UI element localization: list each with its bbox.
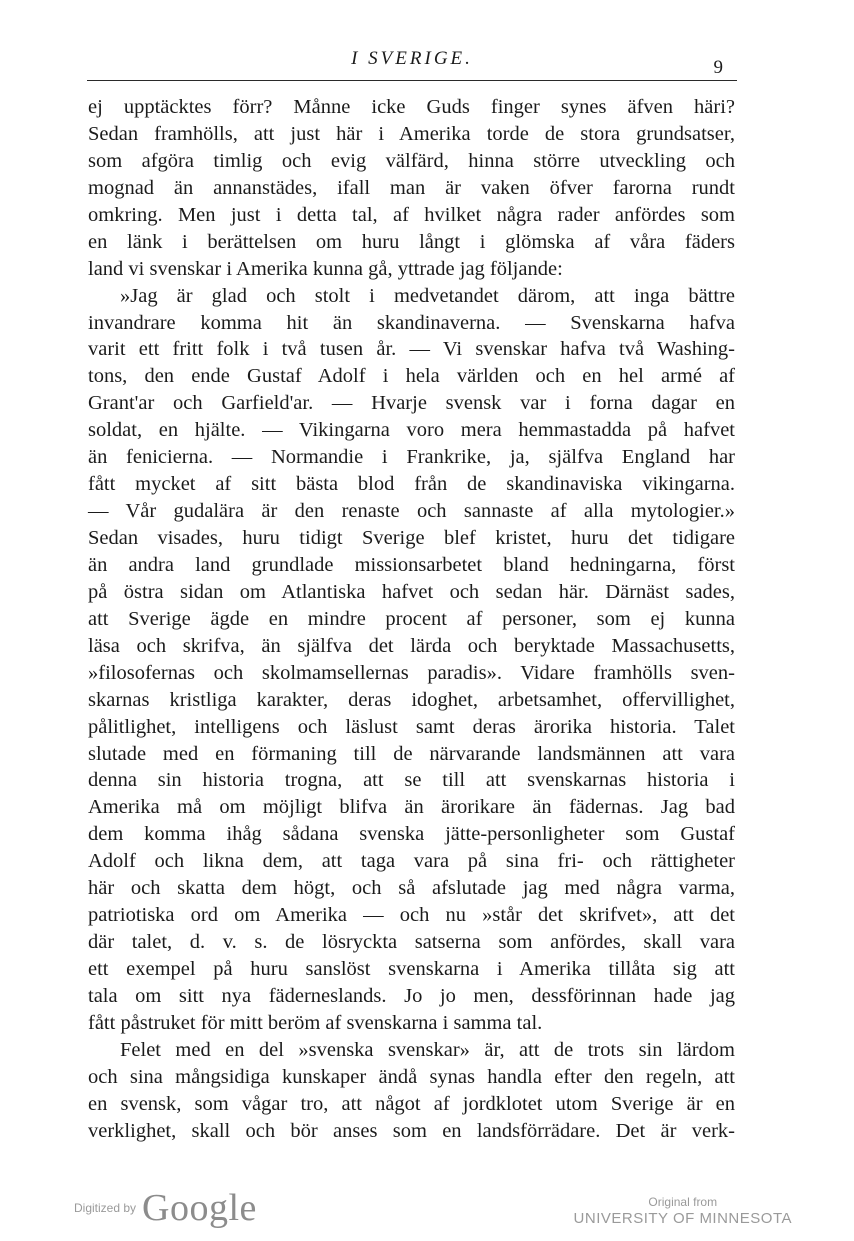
- text-line: som afgöra timlig och evig välfärd, hinna större utveckling och: [88, 149, 735, 172]
- text-line: att Sverige ägde en mindre procent af personer, som ej kunna: [88, 607, 735, 630]
- running-head: [87, 48, 737, 80]
- text-line: »filosofernas och skolmamsellernas paradis». Vidare framhölls sven-: [88, 661, 735, 684]
- text-line: Felet med en del »svenska svenskar» är, att de trots sin lärdom: [120, 1038, 735, 1061]
- google-logo: Google: [142, 1187, 257, 1229]
- text-line: dem komma ihåg sådana svenska jätte-personligheter som Gustaf: [88, 823, 735, 846]
- digitized-by-google-watermark: [74, 1186, 257, 1230]
- text-line: ett exempel på huru sanslöst svenskarna i Amerika tillåta sig att: [88, 958, 735, 980]
- text-line: omkring. Men just i detta tal, af hvilket några rader anfördes som: [88, 203, 735, 226]
- original-from-label: Original from: [648, 1195, 718, 1209]
- text-line: — Vår gudalära är den renaste och sannaste af alla mytologier.»: [88, 500, 735, 523]
- text-line: ej upptäcktes förr? Månne icke Guds finger synes äfven häri?: [88, 96, 735, 118]
- text-line: där talet, d. v. s. de lösryckta satserna som anfördes, skall vara: [88, 931, 735, 954]
- text-line: denna sin historia trogna, att se till att svenskarnas historia i: [88, 769, 735, 792]
- running-title: I SVERIGE.: [351, 48, 473, 69]
- text-line: på östra sidan om Atlantiska hafvet och sedan här. Därnäst sades,: [88, 580, 735, 603]
- text-line: soldat, en hjälte. — Vikingarna voro mera hemmastadda på hafvet: [88, 419, 735, 442]
- page-number: 9: [713, 57, 723, 78]
- original-from-watermark: [574, 1195, 792, 1229]
- text-line: och sina mångsidiga kunskaper ändå synas handla efter den regeln, att: [88, 1065, 735, 1088]
- text-line: än fenicierna. — Normandie i Frankrike, ja, själfva England har: [88, 446, 735, 469]
- text-line: här och skatta dem högt, och så afslutade jag med några varma,: [88, 877, 735, 900]
- text-line: Amerika må om möjligt blifva än ärorikare än fädernas. Jag bad: [88, 796, 735, 819]
- text-line: patriotiska ord om Amerika — och nu »står det skrifvet», att det: [88, 904, 735, 927]
- text-line: invandrare komma hit än skandinaverna. — Svenskarna hafva: [88, 311, 735, 334]
- text-line: Sedan framhölls, att just här i Amerika torde de stora grundsatser,: [88, 122, 735, 145]
- text-line: en länk i berättelsen om huru långt i glömska af våra fäders: [88, 230, 735, 253]
- text-line: läsa och skrifva, än själfva det lärda och beryktade Massachusetts,: [88, 634, 735, 657]
- text-line: pålitlighet, intelligens och läslust samt deras ärorika historia. Talet: [88, 715, 735, 738]
- text-line: land vi svenskar i Amerika kunna gå, yttrade jag följande:: [88, 257, 563, 280]
- text-line: än andra land grundlade missionsarbetet bland hedningarna, först: [88, 553, 735, 576]
- text-line: fått mycket af sitt bästa blod från de skandinaviska vikingarna.: [88, 473, 735, 496]
- text-line: tala om sitt nya fäderneslands. Jo jo men, dessförinnan hade jag: [88, 984, 735, 1007]
- text-line: Grant'ar och Garfield'ar. — Hvarje svensk var i forna dagar en: [88, 392, 735, 415]
- text-line: slutade med en förmaning till de närvarande landsmännen att vara: [88, 742, 735, 765]
- text-line: verklighet, skall och bör anses som en landsförrädare. Det är verk-: [88, 1119, 735, 1142]
- text-line: skarnas kristliga karakter, deras idoghet, arbetsamhet, offervillighet,: [88, 688, 735, 711]
- text-line: Sedan visades, huru tidigt Sverige blef kristet, huru det tidigare: [88, 527, 735, 549]
- body-text: [88, 94, 735, 1145]
- text-line: tons, den ende Gustaf Adolf i hela världen och en hel armé af: [88, 365, 735, 388]
- digitized-by-label: Digitized by: [74, 1201, 137, 1215]
- text-line: Adolf och likna dem, att taga vara på sina fri- och rättigheter: [88, 850, 735, 873]
- text-line: fått påstruket för mitt beröm af svenskarna i samma tal.: [88, 1011, 543, 1034]
- text-line: mognad än annanstädes, ifall man är vaken öfver farorna rundt: [88, 176, 735, 199]
- text-line: en svensk, som vågar tro, att något af jordklotet utom Sverige är en: [88, 1092, 735, 1115]
- university-label: UNIVERSITY OF MINNESOTA: [573, 1210, 792, 1227]
- text-line: varit ett fritt folk i två tusen år. — Vi svenskar hafva två Washing-: [88, 338, 735, 361]
- header-rule: [87, 80, 737, 81]
- text-line: »Jag är glad och stolt i medvetandet därom, att inga bättre: [120, 284, 735, 307]
